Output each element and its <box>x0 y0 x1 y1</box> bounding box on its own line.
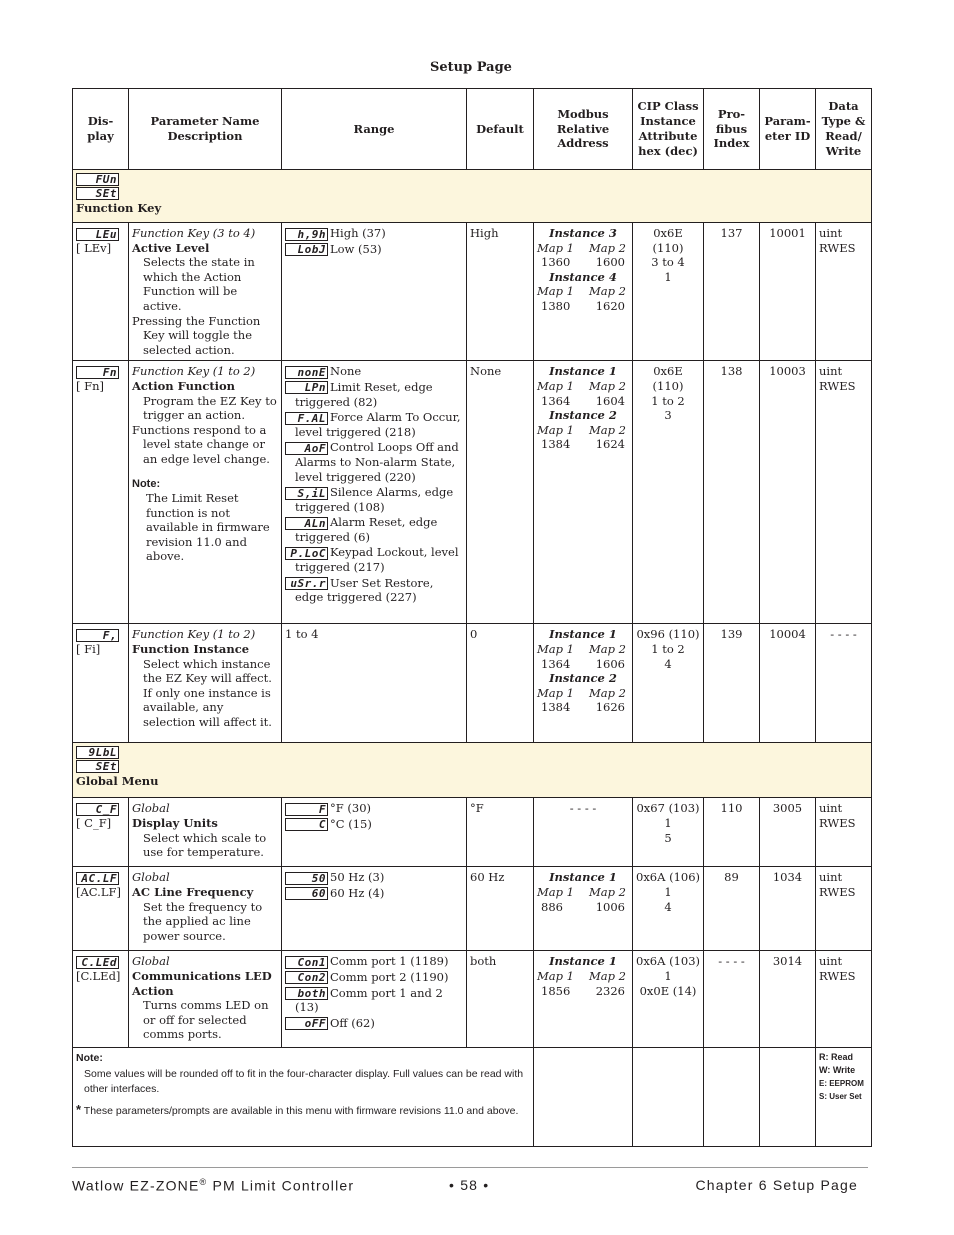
lcd-display: C_F <box>76 803 119 816</box>
param-group: Function Key (3 to 4) <box>132 226 256 240</box>
lcd-display: C.LEd <box>76 956 119 969</box>
cip-attribute: 0x0E (14) <box>639 983 697 998</box>
section-global-menu <box>73 743 872 798</box>
param-desc: Functions respond to a level state change or an edge level change. <box>132 422 270 466</box>
page-title: Setup Page <box>430 60 512 75</box>
display-code: [ Fi] <box>76 641 101 656</box>
map-label: Map 2 <box>589 378 626 393</box>
range-option: Comm port 1 (1189) <box>330 954 449 969</box>
data-type: uint <box>819 954 843 969</box>
param-name: Action Function <box>132 378 236 393</box>
data-type: uint <box>819 364 843 379</box>
modbus-map2: 1606 <box>595 656 625 671</box>
profibus-index: 138 <box>704 361 760 624</box>
map-label: Map 1 <box>537 884 574 899</box>
modbus-map1: 1364 <box>541 656 571 671</box>
cip-attribute: 1 <box>664 269 672 284</box>
cip-class: 0x67 (103) <box>636 801 700 816</box>
cip-attribute: 4 <box>664 656 672 671</box>
parameter-id: 3005 <box>760 798 816 867</box>
lcd-display: AoF <box>285 442 328 455</box>
table-row <box>73 223 872 361</box>
lcd-display: ALn <box>285 517 328 530</box>
lcd-display: FUn <box>76 173 119 186</box>
legend-read: R: Read <box>819 1052 854 1063</box>
param-name: Active Level <box>132 240 210 255</box>
header-parameter: Parameter Name Description <box>129 89 282 170</box>
modbus-map2: 1006 <box>595 899 625 914</box>
range-option: Silence Alarms, edge triggered (108) <box>295 485 454 514</box>
modbus-address: - - - - <box>534 798 633 867</box>
note-text: These parameters/prompts are available in this menu with firmware revisions 11.0 and above. <box>83 1104 519 1117</box>
range-option: Comm port 1 and 2 (13) <box>295 985 443 1015</box>
cip-class: 0x6A (103) <box>636 954 701 969</box>
lcd-display: F.AL <box>285 412 328 425</box>
data-type: uint <box>819 870 843 885</box>
modbus-instance: Instance 1 <box>549 627 617 642</box>
lcd-display: 9LbL <box>76 746 119 759</box>
param-desc: Select which instance the EZ Key will affect. If only one instance is available, any selection will affect it. <box>143 656 272 729</box>
footer-product: PM Limit Controller <box>207 1177 355 1194</box>
range-option: Limit Reset, edge triggered (82) <box>295 379 433 409</box>
lcd-display: LEu <box>76 228 119 241</box>
param-group: Global <box>132 954 170 969</box>
range-option: 50 Hz (3) <box>330 870 385 885</box>
map-label: Map 2 <box>589 884 626 899</box>
default-value: None <box>467 361 534 624</box>
modbus-map2: 1604 <box>595 393 625 408</box>
header-cip: CIP Class Instance Attribute hex (dec) <box>633 89 704 170</box>
default-value: both <box>467 951 534 1048</box>
range-option: Keypad Lockout, level triggered (217) <box>295 545 459 575</box>
range-option: Force Alarm To Occur, level triggered (218) <box>295 410 461 439</box>
range-option: °F (30) <box>330 801 371 816</box>
cip-class: 0x96 (110) <box>636 627 700 642</box>
param-desc: Program the EZ Key to trigger an action. <box>143 393 277 423</box>
param-desc: Select which scale to use for temperature. <box>143 830 267 860</box>
data-type: uint <box>819 801 843 816</box>
notes-row <box>73 1048 872 1147</box>
section-function-key <box>73 170 872 223</box>
read-write: RWES <box>819 884 856 899</box>
footer-divider <box>72 1167 868 1168</box>
map-label: Map 1 <box>537 284 574 299</box>
parameter-id: 10004 <box>760 624 816 743</box>
range-option: High (37) <box>330 226 386 240</box>
lcd-display: C <box>285 818 328 831</box>
parameter-id: 10001 <box>760 223 816 361</box>
map-label: Map 2 <box>589 422 626 437</box>
map-label: Map 1 <box>537 422 574 437</box>
modbus-map1: 1384 <box>541 437 571 452</box>
table-row <box>73 951 872 1048</box>
default-value: °F <box>467 798 534 867</box>
display-code: [C.LEd] <box>76 968 121 983</box>
map-label: Map 2 <box>589 685 626 700</box>
read-write: RWES <box>819 815 856 830</box>
cip-instance: 3 to 4 <box>651 255 685 270</box>
map-label: Map 1 <box>537 240 574 255</box>
profibus-index: 89 <box>704 867 760 951</box>
param-desc: Set the frequency to the applied ac line power source. <box>143 899 263 943</box>
parameter-id: 1034 <box>760 867 816 951</box>
modbus-map1: 1360 <box>541 255 571 270</box>
lcd-display: nonE <box>285 366 328 379</box>
display-code: [ C_F] <box>76 815 112 830</box>
profibus-index: - - - - <box>704 951 760 1048</box>
header-profibus: Pro- fibus Index <box>704 89 760 170</box>
lcd-display: F, <box>76 629 119 642</box>
display-code: [AC.LF] <box>76 884 121 899</box>
display-code: [ LEv] <box>76 240 112 255</box>
lcd-display: SEt <box>76 760 119 773</box>
modbus-instance: Instance 2 <box>549 671 617 686</box>
note-text: The Limit Reset function is not available in firmware revision 11.0 and above. <box>146 491 270 564</box>
lcd-display: oFF <box>285 1017 328 1030</box>
lcd-display: uSr.r <box>285 577 328 590</box>
lcd-display: h,9h <box>285 228 328 241</box>
modbus-instance: Instance 2 <box>549 408 617 423</box>
legend-eeprom: E: EEPROM <box>819 1079 864 1089</box>
lcd-display: AC.LF <box>76 872 119 885</box>
display-code: [ Fn] <box>76 378 105 393</box>
lcd-display: S,iL <box>285 487 328 500</box>
range-option: °C (15) <box>330 816 372 831</box>
read-write: RWES <box>819 968 856 983</box>
header-datatype: Data Type & Read/ Write <box>816 89 872 170</box>
modbus-instance: Instance 1 <box>549 954 617 969</box>
modbus-map2: 1620 <box>595 298 625 313</box>
data-type: - - - - <box>816 624 872 743</box>
header-modbus: Modbus Relative Address <box>534 89 633 170</box>
map-label: Map 2 <box>589 968 626 983</box>
param-group: Function Key (1 to 2) <box>132 364 256 379</box>
table-row <box>73 361 872 624</box>
lcd-display: Fn <box>76 366 119 379</box>
map-label: Map 1 <box>537 685 574 700</box>
map-label: Map 1 <box>537 968 574 983</box>
modbus-instance: Instance 1 <box>549 364 617 379</box>
map-label: Map 1 <box>537 641 574 656</box>
asterisk-marker: * <box>76 1101 82 1117</box>
param-group: Function Key (1 to 2) <box>132 627 256 642</box>
range-option: Off (62) <box>330 1015 375 1030</box>
param-name: Function Instance <box>132 641 250 656</box>
cip-attribute: 3 <box>664 408 672 423</box>
table-row <box>73 867 872 951</box>
range-option: 60 Hz (4) <box>330 885 385 900</box>
cip-instance: 1 <box>664 815 672 830</box>
profibus-index: 110 <box>704 798 760 867</box>
section-title: Global Menu <box>76 774 159 789</box>
lcd-display: LPn <box>285 381 328 394</box>
read-write: RWES <box>819 378 856 393</box>
page-number: • 58 • <box>449 1177 490 1193</box>
map-label: Map 2 <box>589 284 626 299</box>
param-desc: Turns comms LED on or off for selected comms ports. <box>143 998 269 1042</box>
parameter-id: 3014 <box>760 951 816 1048</box>
modbus-map1: 1384 <box>541 700 571 715</box>
range-option: Control Loops Off and Alarms to Non-alarm State, level triggered (220) <box>295 440 459 484</box>
lcd-display: Con1 <box>285 956 328 969</box>
cip-instance: 1 <box>664 968 672 983</box>
parameter-id: 10003 <box>760 361 816 624</box>
map-label: Map 1 <box>537 378 574 393</box>
map-label: Map 2 <box>589 240 626 255</box>
range-option: Comm port 2 (1190) <box>330 969 449 984</box>
header-paramid: Param- eter ID <box>760 89 816 170</box>
footer-brand: Watlow EZ-ZONE <box>72 1177 200 1194</box>
modbus-map1: 1364 <box>541 393 571 408</box>
section-title: Function Key <box>76 201 162 215</box>
registered-mark: ® <box>199 1177 208 1187</box>
setup-table <box>72 88 872 1147</box>
range-option: Alarm Reset, edge triggered (6) <box>295 515 438 544</box>
modbus-map2: 1626 <box>595 700 625 715</box>
cip-class: 0x6A (106) <box>636 870 701 885</box>
cip-attribute: 4 <box>664 899 672 914</box>
param-name: AC Line Frequency <box>132 884 254 899</box>
lcd-display: both <box>285 987 328 1000</box>
param-group: Global <box>132 870 170 885</box>
cip-class: 0x6E (110) <box>652 364 684 393</box>
range-option: User Set Restore, edge triggered (227) <box>295 575 434 605</box>
table-row <box>73 624 872 743</box>
modbus-instance: Instance 3 <box>549 226 617 240</box>
param-group: Global <box>132 801 170 816</box>
profibus-index: 139 <box>704 624 760 743</box>
lcd-display: SEt <box>76 187 119 200</box>
note-text: Some values will be rounded off to fit in the four-character display. Full values can be read with other interfaces. <box>84 1067 524 1096</box>
cip-instance: 1 to 2 <box>651 393 685 408</box>
modbus-map2: 2326 <box>595 983 625 998</box>
lcd-display: 60 <box>285 887 328 900</box>
legend-user-set: S: User Set <box>819 1092 862 1102</box>
cip-instance: 1 to 2 <box>651 641 685 656</box>
modbus-map2: 1600 <box>595 255 625 270</box>
modbus-map2: 1624 <box>595 437 625 452</box>
param-desc: Selects the state in which the Action Function will be active. <box>143 255 255 313</box>
modbus-map1: 1380 <box>541 298 571 313</box>
header-display: Dis- play <box>73 89 129 170</box>
table-row <box>73 798 872 867</box>
default-value: 60 Hz <box>467 867 534 951</box>
lcd-display: 50 <box>285 872 328 885</box>
modbus-instance: Instance 1 <box>549 870 617 885</box>
default-value: High <box>467 223 534 361</box>
read-write: RWES <box>819 240 856 255</box>
param-desc: Pressing the Function Key will toggle the selected action. <box>132 313 261 357</box>
range-text: 1 to 4 <box>282 624 467 743</box>
map-label: Map 2 <box>589 641 626 656</box>
note-label: Note: <box>132 477 161 490</box>
range-option: None <box>330 364 362 379</box>
modbus-map1: 886 <box>541 899 563 914</box>
footer-chapter: Chapter 6 Setup Page <box>695 1177 858 1193</box>
legend-write: W: Write <box>819 1065 856 1076</box>
range-option: Low (53) <box>330 241 382 256</box>
lcd-display: Con2 <box>285 971 328 984</box>
cip-class: 0x6E (110) <box>652 226 684 255</box>
param-name: Display Units <box>132 815 218 830</box>
default-value: 0 <box>467 624 534 743</box>
cip-attribute: 5 <box>664 830 672 845</box>
header-default: Default <box>467 89 534 170</box>
lcd-display: LobJ <box>285 243 328 256</box>
param-name: Communications LED Action <box>132 968 272 998</box>
note-label: Note: <box>76 1052 103 1065</box>
modbus-map1: 1856 <box>541 983 571 998</box>
modbus-instance: Instance 4 <box>549 269 617 284</box>
data-type: uint <box>819 226 843 240</box>
header-range: Range <box>282 89 467 170</box>
lcd-display: P.LoC <box>285 547 328 560</box>
lcd-display: F <box>285 803 328 816</box>
cip-instance: 1 <box>664 884 672 899</box>
profibus-index: 137 <box>704 223 760 361</box>
